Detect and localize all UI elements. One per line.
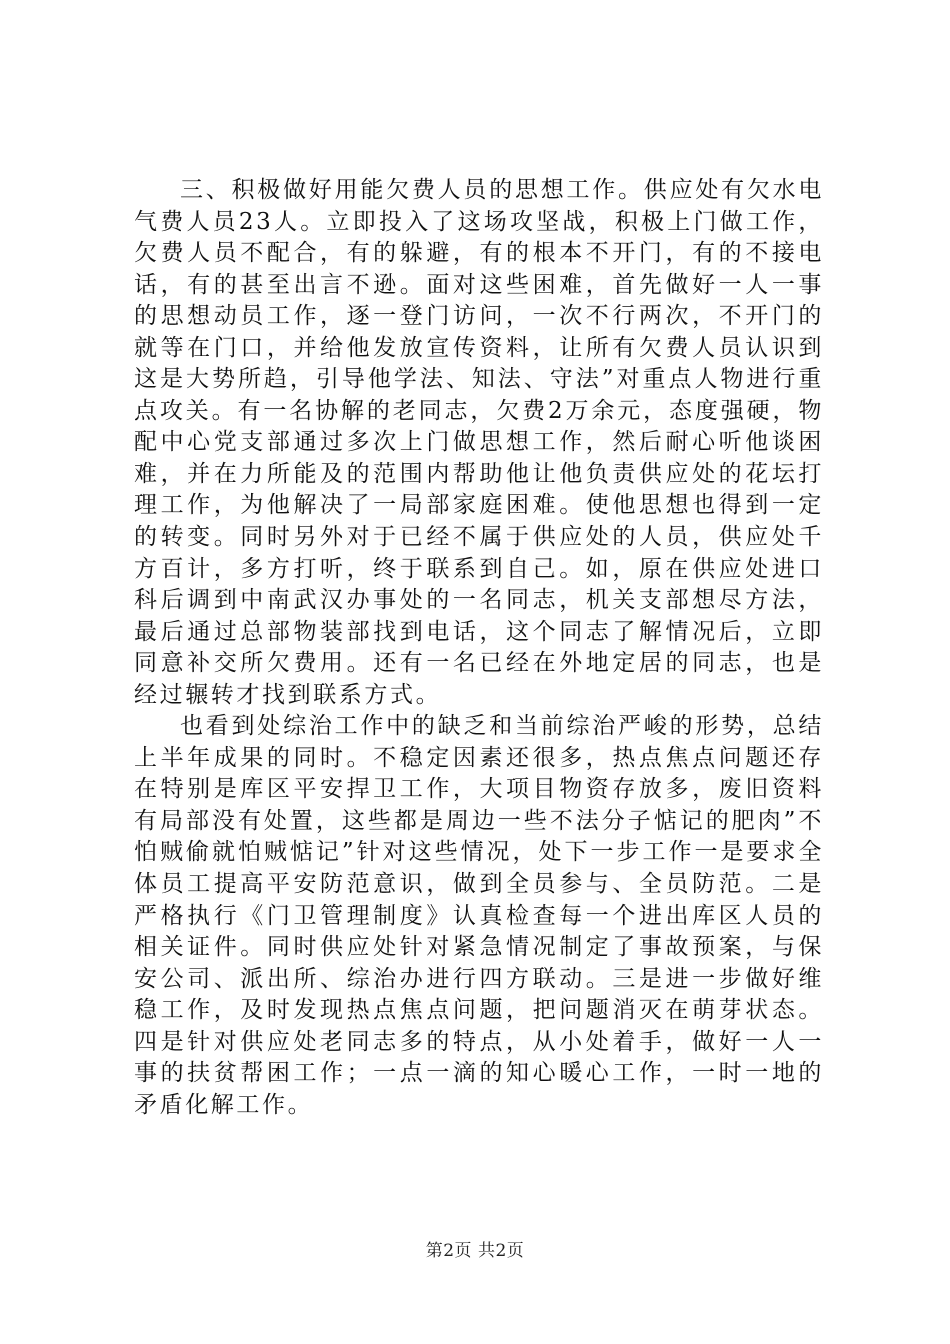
page-number-footer: 第2页 共2页 (425, 1241, 525, 1261)
paragraph-arrears-work: 三、积极做好用能欠费人员的思想工作。供应处有欠水电气费人员23人。立即投入了这场攻坚战，积极上门做工作，欠费人员不配合，有的躲避，有的根本不开门，有的不接电话，有的甚至出言不逊。面对这些困难，首先做好一人一事的思想动员工作，逐一登门访问，一次不行两次，不开门的就等在门口，并给他发放宣传资料，让所有欠费人员认识到这是大势所趋，引导他学法、知法、守法”对重点人物进行重点攻关。有一名协解的老同志，欠费2万余元，态度强硬，物配中心党支部通过多次上门做思想工作，然后耐心听他谈困难，并在力所能及的范围内帮助他让他负责供应处的花坛打理工作，为他解决了一局部家庭困难。使他思想也得到一定的转变。同时另外对于已经不属于供应处的人员，供应处千方百计，多方打听，终于联系到自己。如，原在供应处进口科后调到中南武汉办事处的一名同志，机关支部想尽方法，最后通过总部物装部找到电话，这个同志了解情况后，立即同意补交所欠费用。还有一名已经在外地定居的同志，也是经过辗转才找到联系方式。 (134, 177, 824, 708)
document-body (134, 175, 824, 1121)
paragraph-security-work: 也看到处综治工作中的缺乏和当前综治严峻的形势，总结上半年成果的同时。不稳定因素还很多，热点焦点问题还存在特别是库区平安捍卫工作，大项目物资存放多，废旧资料有局部没有处置，这些都是周边一些不法分子惦记的肥肉”不怕贼偷就怕贼惦记”针对这些情况，处下一步工作一是要求全体员工提高平安防范意识，做到全员参与、全员防范。二是严格执行《门卫管理制度》认真检查每一个进出库区人员的相关证件。同时供应处针对紧急情况制定了事故预案，与保安公司、派出所、综治办进行四方联动。三是进一步做好维稳工作，及时发现热点焦点问题，把问题消灭在萌芽状态。四是针对供应处老同志多的特点，从小处着手，做好一人一事的扶贫帮困工作；一点一滴的知心暖心工作，一时一地的矛盾化解工作。 (134, 713, 824, 1118)
